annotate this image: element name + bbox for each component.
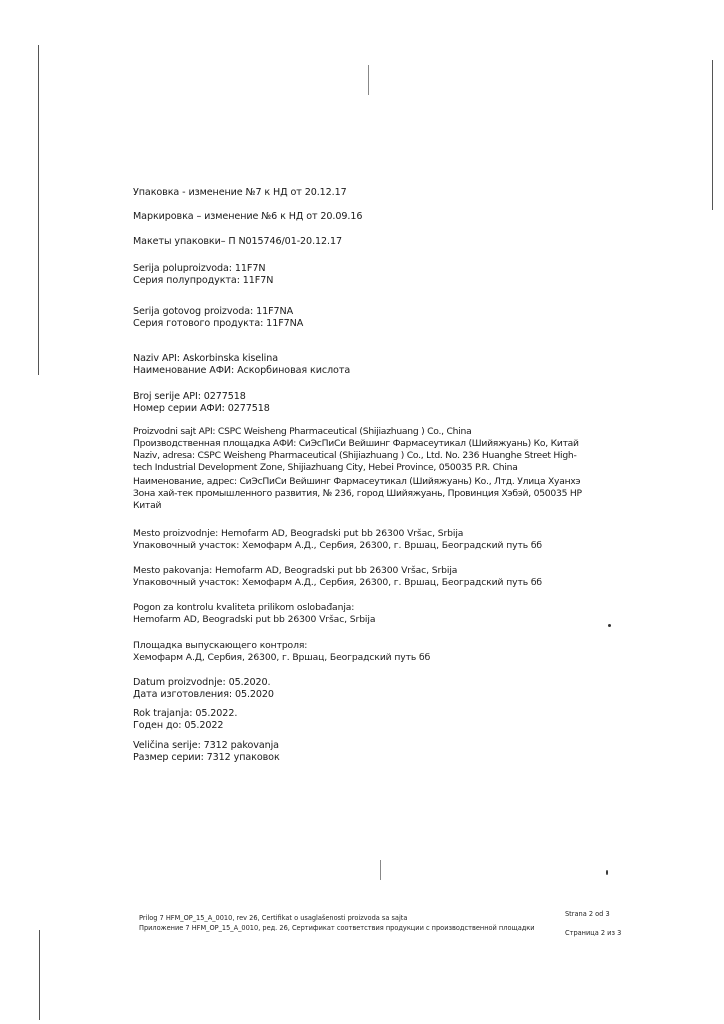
- batch-size-sr: Veličina serije: 7312 pakovanja: [133, 740, 279, 751]
- speck: [606, 870, 608, 875]
- packaging-site-sr: Mesto pakovanja: Hemofarm AD, Beogradski put bb 26300 Vršac, Srbija: [133, 565, 458, 576]
- finished-product-batch-sr: Serija gotovog proizvoda: 11F7NA: [133, 306, 294, 317]
- expiry-date-sr: Rok trajanja: 05.2022.: [133, 708, 238, 719]
- footer-annex-ru: Приложение 7 HFM_OP_15_A_0010, ред. 26, Сертификат соответствия продукции с производственной площадки: [139, 924, 535, 932]
- manufacturing-site-sr: Mesto proizvodnje: Hemofarm AD, Beogradski put bb 26300 Vršac, Srbija: [133, 528, 464, 539]
- release-site-ru-title: Площадка выпускающего контроля:: [133, 640, 308, 651]
- manufacture-date-sr: Datum proizvodnje: 05.2020.: [133, 677, 271, 688]
- fold-mark-top: [368, 65, 369, 95]
- footer-page-number-sr: Strana 2 od 3: [565, 910, 610, 918]
- semi-product-batch-sr: Serija poluproizvoda: 11F7N: [133, 263, 266, 274]
- api-address-ru-line1: Наименование, адрес: СиЭсПиСи Вейшинг Фармасеутикал (Шийяжуань) Ко., Лтд. Улица Хуанхэ: [133, 476, 581, 487]
- api-address-sr-line2: tech Industrial Development Zone, Shijiazhuang City, Hebei Province, 050035 P.R. China: [133, 462, 518, 473]
- scan-edge-left: [38, 45, 39, 375]
- scan-edge-left-bottom: [39, 930, 40, 1020]
- api-address-sr-line1: Naziv, adresa: CSPC Weisheng Pharmaceutical (Shijiazhuang ) Co., Ltd. No. 236 Huanghe Street High-: [133, 450, 577, 461]
- expiry-date-ru: Годен до: 05.2022: [133, 720, 224, 731]
- api-name-ru: Наименование АФИ: Аскорбиновая кислота: [133, 365, 351, 376]
- fold-mark-bottom: [380, 860, 381, 880]
- manufacturing-site-ru: Упаковочный участок: Хемофарм А.Д., Сербия, 26300, г. Вршац, Београдский путь бб: [133, 540, 542, 551]
- footer-annex-sr: Prilog 7 HFM_OP_15_A_0010, rev 26, Certifikat o usaglašenosti proizvoda sa sajta: [139, 914, 408, 922]
- api-address-ru-line2: Зона хай-тек промышленного развития, № 236, город Шийяжуань, Провинция Хэбэй, 050035 НР: [133, 488, 582, 499]
- manufacture-date-ru: Дата изготовления: 05.2020: [133, 689, 274, 700]
- api-site-ru: Производственная площадка АФИ: СиЭсПиСи Вейшинг Фармасеутикал (Шийяжуань) Ко, Китай: [133, 438, 579, 449]
- semi-product-batch-ru: Серия полупродукта: 11F7N: [133, 275, 274, 286]
- api-batch-sr: Broj serije API: 0277518: [133, 391, 246, 402]
- packaging-change-note: Упаковка - изменение №7 к НД от 20.12.17: [133, 187, 347, 198]
- qc-release-site-sr-title: Pogon za kontrolu kvaliteta prilikom oslobađanja:: [133, 602, 355, 613]
- footer-page-number-ru: Страница 2 из 3: [565, 929, 622, 937]
- package-mockups-note: Макеты упаковки– П N015746/01-20.12.17: [133, 236, 342, 247]
- scan-edge-right: [712, 60, 713, 210]
- qc-release-site-sr-address: Hemofarm AD, Beogradski put bb 26300 Vršac, Srbija: [133, 614, 376, 625]
- api-address-ru-line3: Китай: [133, 500, 162, 511]
- speck: [608, 624, 611, 627]
- release-site-ru-address: Хемофарм А.Д, Сербия, 26300, г. Вршац, Београдский путь бб: [133, 652, 431, 663]
- api-site-sr: Proizvodni sajt API: CSPC Weisheng Pharmaceutical (Shijiazhuang ) Co., China: [133, 426, 472, 437]
- packaging-site-ru: Упаковочный участок: Хемофарм А.Д., Сербия, 26300, г. Вршац, Београдский путь бб: [133, 577, 542, 588]
- batch-size-ru: Размер серии: 7312 упаковок: [133, 752, 280, 763]
- api-batch-ru: Номер серии АФИ: 0277518: [133, 403, 270, 414]
- finished-product-batch-ru: Серия готового продукта: 11F7NA: [133, 318, 304, 329]
- labeling-change-note: Маркировка – изменение №6 к НД от 20.09.16: [133, 211, 363, 222]
- api-name-sr: Naziv API: Askorbinska kiselina: [133, 353, 278, 364]
